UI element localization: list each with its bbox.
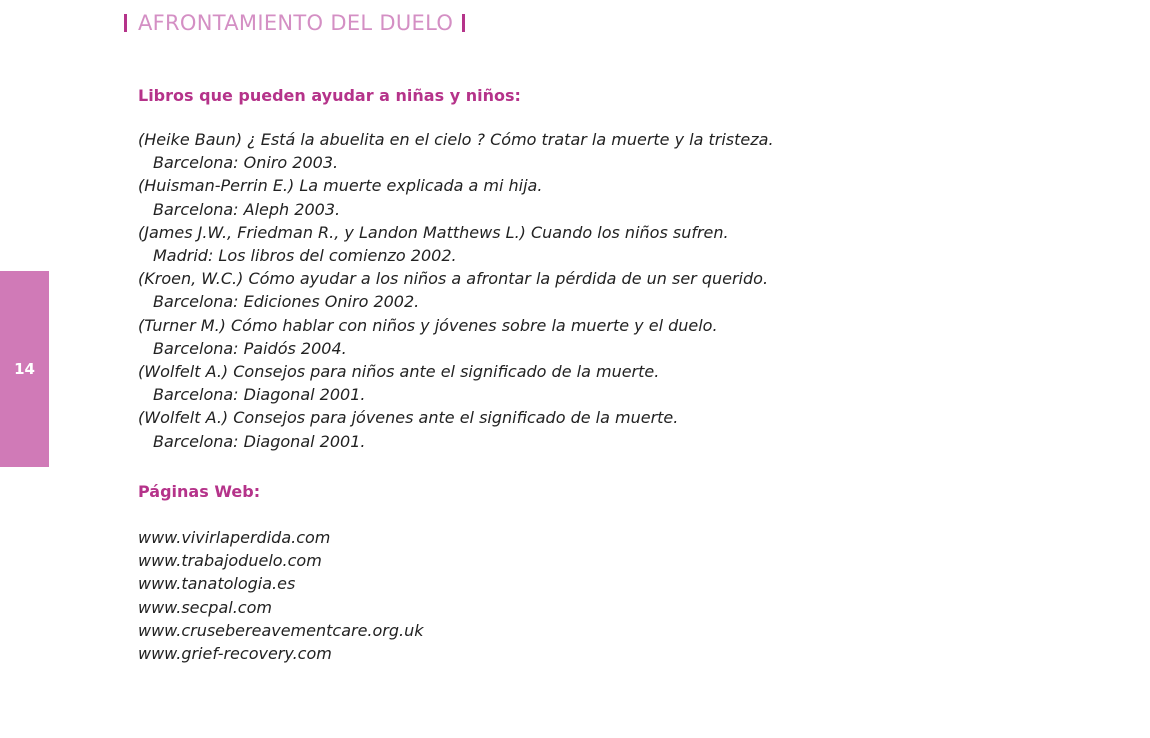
web-link[interactable]: www.vivirlaperdida.com xyxy=(138,528,331,547)
book-title-line: (Turner M.) Cómo hablar con niños y jóvenes sobre la muerte y el duelo. xyxy=(138,315,718,335)
book-entry xyxy=(138,360,774,406)
book-publisher-line: Barcelona: Diagonal 2001. xyxy=(153,385,366,405)
book-title-line: (James J.W., Friedman R., y Landon Matthews L.) Cuando los niños sufren. xyxy=(138,222,729,242)
book-title-line: (Wolfelt A.) Consejos para jóvenes ante el significado de la muerte. xyxy=(138,408,679,428)
web-link[interactable]: www.crusebereavementcare.org.uk xyxy=(138,620,424,640)
book-list xyxy=(138,128,774,453)
web-heading: Páginas Web: xyxy=(138,482,261,501)
web-link[interactable]: www.trabajoduelo.com xyxy=(138,551,322,571)
book-publisher-line: Barcelona: Aleph 2003. xyxy=(153,199,341,219)
book-publisher-line: Madrid: Los libros del comienzo 2002. xyxy=(153,246,457,266)
web-link[interactable]: www.tanatologia.es xyxy=(138,574,296,594)
book-entry xyxy=(138,314,774,360)
page-title: AFRONTAMIENTO DEL DUELO xyxy=(138,11,454,35)
book-publisher-line: Barcelona: Ediciones Oniro 2002. xyxy=(153,292,420,312)
book-entry xyxy=(138,174,774,220)
book-publisher-line: Barcelona: Paidós 2004. xyxy=(153,338,347,358)
page-header xyxy=(124,8,465,38)
page-number: 14 xyxy=(14,360,35,378)
page-number-tab xyxy=(0,271,49,467)
web-link-list xyxy=(138,526,424,665)
books-heading: Libros que pueden ayudar a niñas y niños: xyxy=(138,86,521,105)
book-title-line: (Wolfelt A.) Consejos para niños ante el significado de la muerte. xyxy=(138,362,660,382)
header-right-bar xyxy=(462,14,465,32)
book-title-line: (Heike Baun) ¿ Está la abuelita en el cielo ? Cómo tratar la muerte y la tristeza. xyxy=(138,130,774,149)
web-link[interactable]: www.grief-recovery.com xyxy=(138,644,332,664)
book-title-line: (Huisman-Perrin E.) La muerte explicada a mi hija. xyxy=(138,176,543,196)
book-publisher-line: Barcelona: Oniro 2003. xyxy=(153,153,339,173)
book-entry xyxy=(138,267,774,313)
web-link[interactable]: www.secpal.com xyxy=(138,597,272,617)
book-title-line: (Kroen, W.C.) Cómo ayudar a los niños a afrontar la pérdida de un ser querido. xyxy=(138,269,769,289)
book-entry xyxy=(138,128,774,174)
book-entry xyxy=(138,221,774,267)
book-entry xyxy=(138,406,774,452)
book-publisher-line: Barcelona: Diagonal 2001. xyxy=(153,431,366,451)
header-left-bar xyxy=(124,14,127,32)
